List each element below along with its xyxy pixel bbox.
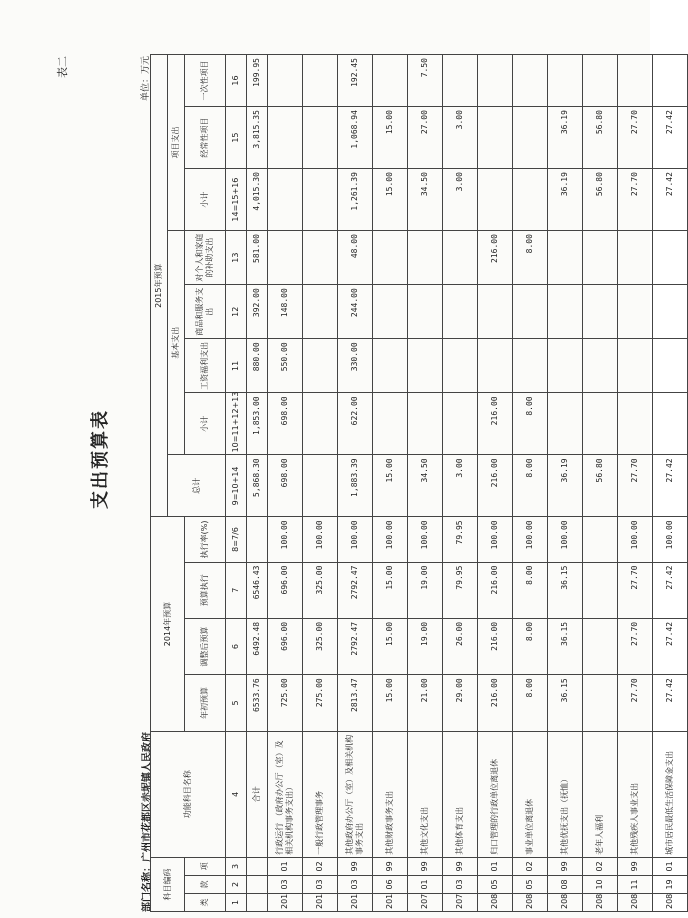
total-value: 6533.76 (247, 675, 268, 731)
amount-cell: 56.80 (583, 169, 618, 231)
amount-cell: 15.00 (373, 675, 408, 731)
code-kuan: 03 (443, 875, 478, 893)
code-kuan: 05 (478, 875, 513, 893)
column-index: 8=7/6 (226, 517, 247, 562)
amount-cell: 27.70 (618, 618, 653, 674)
amount-cell (268, 231, 303, 285)
amount-cell (303, 55, 338, 107)
table-row (443, 55, 478, 912)
code-lei: 207 (443, 893, 478, 911)
amount-cell (268, 107, 303, 169)
amount-cell: 325.00 (303, 562, 338, 618)
column-index-row (226, 55, 247, 912)
amount-cell (373, 231, 408, 285)
amount-cell (583, 517, 618, 562)
amount-cell: 29.00 (443, 675, 478, 731)
amount-cell: 27.42 (653, 107, 688, 169)
amount-cell (443, 285, 478, 339)
amount-cell (583, 339, 618, 393)
amount-cell: 56.80 (583, 107, 618, 169)
amount-cell: 696.00 (268, 562, 303, 618)
amount-cell (618, 339, 653, 393)
amount-cell: 100.00 (548, 517, 583, 562)
amount-cell (513, 339, 548, 393)
amount-cell: 100.00 (338, 517, 373, 562)
header-subject-code: 科目编码 (151, 857, 185, 911)
amount-cell: 27.70 (618, 562, 653, 618)
header-recurring: 经常性项目 (185, 107, 226, 169)
total-value: 880.00 (247, 339, 268, 393)
amount-cell: 100.00 (373, 517, 408, 562)
column-index: 16 (226, 55, 247, 107)
header-project-expenditure: 项目支出 (168, 55, 185, 231)
total-value: 3,815.35 (247, 107, 268, 169)
amount-cell: 3.00 (443, 169, 478, 231)
table-row (478, 55, 513, 912)
table-row (653, 55, 688, 912)
amount-cell: 8.00 (513, 562, 548, 618)
unit-label: 单位：万元 (141, 56, 151, 102)
amount-cell (548, 231, 583, 285)
column-index: 15 (226, 107, 247, 169)
header-personal-subsidy: 对个人和家庭的补助支出 (185, 231, 226, 285)
total-row (247, 55, 268, 912)
amount-cell (268, 169, 303, 231)
amount-cell (653, 231, 688, 285)
header-onetime: 一次性项目 (185, 55, 226, 107)
amount-cell: 216.00 (478, 455, 513, 517)
header-function-name: 功能科目名称 (151, 731, 226, 857)
amount-cell: 698.00 (268, 455, 303, 517)
header-basic-expenditure: 基本支出 (168, 231, 185, 455)
header-wages: 工资福利支出 (185, 339, 226, 393)
amount-cell (653, 393, 688, 455)
code-kuan: 03 (303, 875, 338, 893)
header-lei: 类 (185, 893, 226, 911)
amount-cell (303, 285, 338, 339)
amount-cell (513, 55, 548, 107)
column-index: 12 (226, 285, 247, 339)
amount-cell: 36.19 (548, 169, 583, 231)
amount-cell (583, 55, 618, 107)
amount-cell (618, 393, 653, 455)
amount-cell: 79.95 (443, 517, 478, 562)
amount-cell (303, 231, 338, 285)
amount-cell: 27.42 (653, 562, 688, 618)
amount-cell (303, 339, 338, 393)
code-xiang: 99 (443, 857, 478, 875)
sheet-number: 表二 (56, 56, 69, 78)
column-index: 9=10+14 (226, 455, 247, 517)
code-lei: 201 (303, 893, 338, 911)
amount-cell: 216.00 (478, 675, 513, 731)
amount-cell: 15.00 (373, 618, 408, 674)
table-row (373, 55, 408, 912)
amount-cell: 34.50 (408, 169, 443, 231)
amount-cell: 15.00 (373, 562, 408, 618)
function-name: 其他体育支出 (443, 731, 478, 857)
amount-cell (653, 339, 688, 393)
header-kuan: 款 (185, 875, 226, 893)
amount-cell: 3.00 (443, 107, 478, 169)
table-row (548, 55, 583, 912)
column-index: 1 (226, 893, 247, 911)
amount-cell (443, 393, 478, 455)
amount-cell: 8.00 (513, 455, 548, 517)
department-name: 部门名称：广州市花都区赤坭镇人民政府 (142, 732, 153, 912)
amount-cell (443, 339, 478, 393)
amount-cell: 48.00 (338, 231, 373, 285)
amount-cell: 100.00 (303, 517, 338, 562)
header-budget-2015: 2015年预算 (151, 55, 168, 517)
code-kuan: 10 (583, 875, 618, 893)
amount-cell (548, 55, 583, 107)
function-name: 城市居民最低生活保障金支出 (653, 731, 688, 857)
amount-cell: 100.00 (408, 517, 443, 562)
amount-cell: 3.00 (443, 455, 478, 517)
amount-cell (618, 285, 653, 339)
amount-cell (653, 285, 688, 339)
amount-cell (548, 393, 583, 455)
amount-cell (618, 55, 653, 107)
amount-cell: 216.00 (478, 393, 513, 455)
amount-cell: 15.00 (373, 455, 408, 517)
column-index: 11 (226, 339, 247, 393)
amount-cell (583, 285, 618, 339)
header-executed: 预算执行 (185, 562, 226, 618)
amount-cell (513, 107, 548, 169)
code-lei: 207 (408, 893, 443, 911)
amount-cell: 1,883.39 (338, 455, 373, 517)
amount-cell: 100.00 (653, 517, 688, 562)
column-index: 5 (226, 675, 247, 731)
amount-cell: 36.15 (548, 618, 583, 674)
amount-cell (303, 169, 338, 231)
amount-cell: 100.00 (268, 517, 303, 562)
code-kuan: 03 (338, 875, 373, 893)
column-index: 7 (226, 562, 247, 618)
amount-cell: 36.15 (548, 562, 583, 618)
amount-cell (583, 618, 618, 674)
amount-cell (583, 231, 618, 285)
amount-cell: 36.19 (548, 107, 583, 169)
code-lei: 208 (513, 893, 548, 911)
amount-cell: 27.42 (653, 455, 688, 517)
amount-cell: 21.00 (408, 675, 443, 731)
page-title: 支出预算表 (90, 409, 111, 509)
amount-cell: 27.00 (408, 107, 443, 169)
header-budget-2014: 2014年预算 (151, 517, 185, 731)
amount-cell: 26.00 (443, 618, 478, 674)
amount-cell: 15.00 (373, 107, 408, 169)
amount-cell (583, 393, 618, 455)
amount-cell (303, 393, 338, 455)
code-lei: 208 (548, 893, 583, 911)
column-index: 6 (226, 618, 247, 674)
code-kuan: 19 (653, 875, 688, 893)
header-xiang: 项 (185, 857, 226, 875)
amount-cell: 550.00 (268, 339, 303, 393)
table-row (583, 55, 618, 912)
code-xiang: 99 (408, 857, 443, 875)
amount-cell: 36.15 (548, 675, 583, 731)
amount-cell: 192.45 (338, 55, 373, 107)
table-row (408, 55, 443, 912)
amount-cell: 19.00 (408, 562, 443, 618)
amount-cell (548, 285, 583, 339)
code-xiang: 99 (373, 857, 408, 875)
amount-cell: 8.00 (513, 675, 548, 731)
amount-cell: 27.42 (653, 169, 688, 231)
amount-cell: 325.00 (303, 618, 338, 674)
amount-cell (478, 285, 513, 339)
code-kuan: 03 (268, 875, 303, 893)
amount-cell: 27.42 (653, 675, 688, 731)
column-index: 13 (226, 231, 247, 285)
amount-cell: 100.00 (618, 517, 653, 562)
amount-cell: 148.00 (268, 285, 303, 339)
amount-cell (478, 339, 513, 393)
function-name: 其他优抚支出（抚恤） (548, 731, 583, 857)
amount-cell: 244.00 (338, 285, 373, 339)
amount-cell: 275.00 (303, 675, 338, 731)
code-xiang: 99 (618, 857, 653, 875)
amount-cell: 36.19 (548, 455, 583, 517)
amount-cell (478, 55, 513, 107)
code-kuan: 05 (513, 875, 548, 893)
amount-cell: 27.70 (618, 169, 653, 231)
amount-cell: 7.50 (408, 55, 443, 107)
amount-cell: 27.70 (618, 675, 653, 731)
amount-cell (373, 55, 408, 107)
amount-cell: 27.70 (618, 107, 653, 169)
amount-cell: 696.00 (268, 618, 303, 674)
total-label: 合计 (247, 731, 268, 857)
function-name: 其他文化支出 (408, 731, 443, 857)
amount-cell (268, 55, 303, 107)
code-xiang: 99 (338, 857, 373, 875)
table-row (513, 55, 548, 912)
amount-cell: 8.00 (513, 393, 548, 455)
amount-cell: 15.00 (373, 169, 408, 231)
header-goods-services: 商品和服务支出 (185, 285, 226, 339)
expenditure-budget-table (150, 54, 688, 912)
amount-cell (478, 107, 513, 169)
amount-cell: 79.95 (443, 562, 478, 618)
amount-cell: 34.50 (408, 455, 443, 517)
amount-cell (513, 169, 548, 231)
code-lei: 208 (478, 893, 513, 911)
total-value: 5,868.30 (247, 455, 268, 517)
code-kuan: 08 (548, 875, 583, 893)
code-lei: 201 (338, 893, 373, 911)
column-index: 10=11+12+13 (226, 393, 247, 455)
column-index: 14=15+16 (226, 169, 247, 231)
amount-cell (583, 675, 618, 731)
code-xiang: 02 (583, 857, 618, 875)
header-adjusted-budget: 调整后预算 (185, 618, 226, 674)
amount-cell (583, 562, 618, 618)
amount-cell: 216.00 (478, 618, 513, 674)
amount-cell (408, 393, 443, 455)
header-total: 总计 (168, 455, 226, 517)
total-value: 6546.43 (247, 562, 268, 618)
amount-cell (513, 285, 548, 339)
header-basic-subtotal: 小计 (185, 393, 226, 455)
amount-cell: 2792.47 (338, 562, 373, 618)
amount-cell (548, 339, 583, 393)
amount-cell (408, 231, 443, 285)
amount-cell: 100.00 (478, 517, 513, 562)
code-lei: 208 (618, 893, 653, 911)
code-lei: 201 (373, 893, 408, 911)
function-name: 一般行政管理事务 (303, 731, 338, 857)
total-value: 199.95 (247, 55, 268, 107)
amount-cell: 1,261.39 (338, 169, 373, 231)
amount-cell: 56.80 (583, 455, 618, 517)
code-xiang: 99 (548, 857, 583, 875)
code-kuan: 11 (618, 875, 653, 893)
amount-cell (408, 285, 443, 339)
code-lei: 201 (268, 893, 303, 911)
total-value: 6492.48 (247, 618, 268, 674)
amount-cell: 216.00 (478, 562, 513, 618)
amount-cell: 216.00 (478, 231, 513, 285)
code-xiang: 02 (513, 857, 548, 875)
amount-cell (653, 55, 688, 107)
amount-cell (443, 55, 478, 107)
amount-cell: 27.70 (618, 455, 653, 517)
amount-cell: 622.00 (338, 393, 373, 455)
total-value: 1,853.00 (247, 393, 268, 455)
amount-cell: 330.00 (338, 339, 373, 393)
code-xiang: 01 (653, 857, 688, 875)
total-value (247, 517, 268, 562)
amount-cell: 8.00 (513, 231, 548, 285)
code-kuan: 01 (408, 875, 443, 893)
function-name: 老年人福利 (583, 731, 618, 857)
amount-cell (408, 339, 443, 393)
code-lei: 208 (653, 893, 688, 911)
column-index: 3 (226, 857, 247, 875)
amount-cell: 8.00 (513, 618, 548, 674)
function-name: 其他政府办公厅（室）及相关机构事务支出 (338, 731, 373, 857)
column-index: 4 (226, 731, 247, 857)
amount-cell: 725.00 (268, 675, 303, 731)
function-name: 事业单位离退休 (513, 731, 548, 857)
table-row (303, 55, 338, 912)
table-row (338, 55, 373, 912)
amount-cell (303, 107, 338, 169)
amount-cell: 2792.47 (338, 618, 373, 674)
amount-cell: 1,068.94 (338, 107, 373, 169)
amount-cell (303, 455, 338, 517)
code-xiang: 02 (303, 857, 338, 875)
function-name: 行政运行 （政府办公厅（室）及相关机构事务支出） (268, 731, 303, 857)
function-name: 其他财政事务支出 (373, 731, 408, 857)
amount-cell (478, 169, 513, 231)
header-project-subtotal: 小计 (185, 169, 226, 231)
amount-cell: 19.00 (408, 618, 443, 674)
amount-cell: 100.00 (513, 517, 548, 562)
code-xiang: 01 (268, 857, 303, 875)
amount-cell (443, 231, 478, 285)
amount-cell: 2813.47 (338, 675, 373, 731)
code-lei: 208 (583, 893, 618, 911)
code-kuan: 06 (373, 875, 408, 893)
table-row (268, 55, 303, 912)
total-value: 581.00 (247, 231, 268, 285)
amount-cell (373, 285, 408, 339)
function-name: 归口管理的行政单位离退休 (478, 731, 513, 857)
total-value: 4,015.30 (247, 169, 268, 231)
amount-cell: 27.42 (653, 618, 688, 674)
header-initial-budget: 年初预算 (185, 675, 226, 731)
amount-cell (618, 231, 653, 285)
amount-cell (373, 393, 408, 455)
function-name: 其他残疾人事业支出 (618, 731, 653, 857)
amount-cell (373, 339, 408, 393)
code-xiang: 01 (478, 857, 513, 875)
column-index: 2 (226, 875, 247, 893)
total-value: 392.00 (247, 285, 268, 339)
header-execution-rate: 执行率(%) (185, 517, 226, 562)
amount-cell: 698.00 (268, 393, 303, 455)
table-row (618, 55, 653, 912)
